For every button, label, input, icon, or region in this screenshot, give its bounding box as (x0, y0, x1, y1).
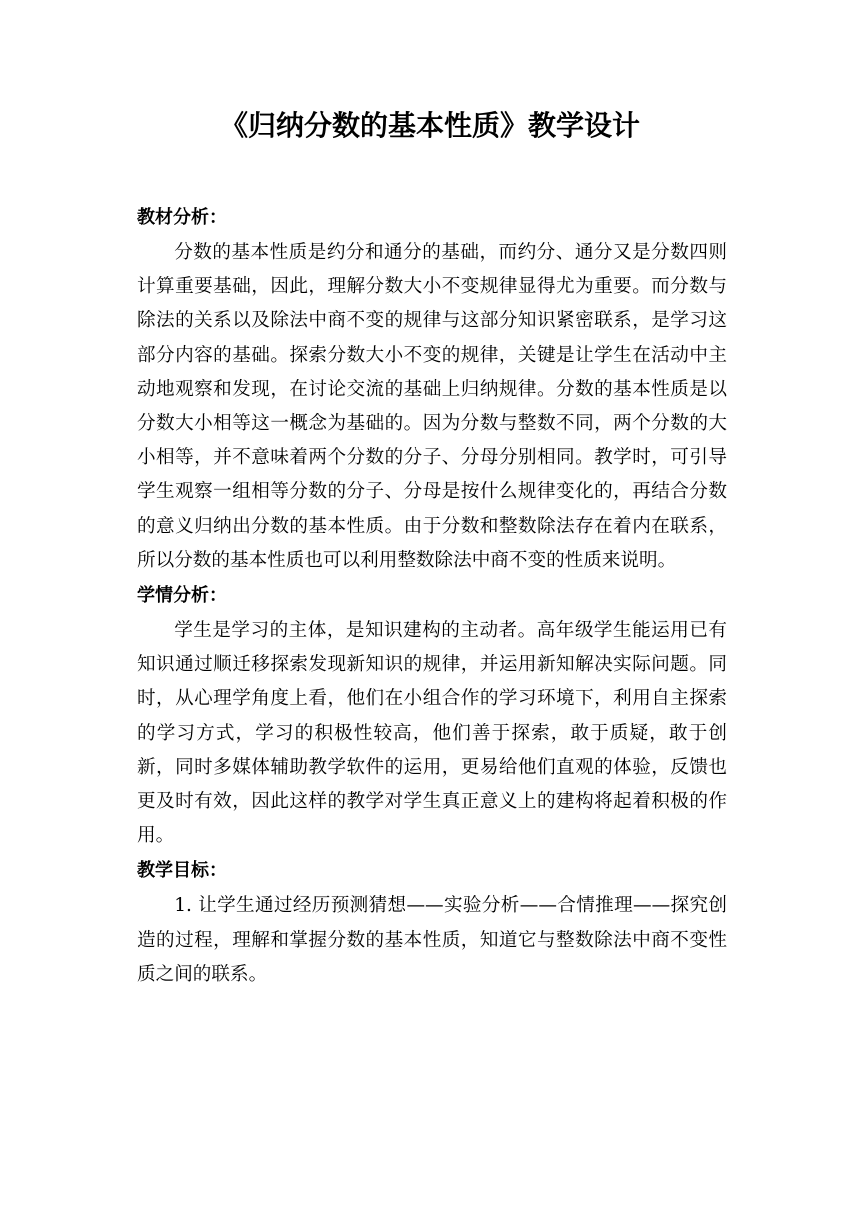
section-textbook-analysis (137, 200, 727, 578)
section-heading: 学情分析： (137, 585, 227, 607)
document-body (137, 200, 727, 992)
section-heading: 教学目标： (137, 860, 227, 882)
goal-item: 1. 让学生通过经历预测猜想——实验分析——合情推理——探究创造的过程，理解和掌握分数的基本性质，知道它与整数除法中商不变性质之间的联系。 (137, 895, 727, 985)
section-heading: 教材分析： (137, 207, 227, 228)
document-title: 《归纳分数的基本性质》教学设计 (219, 109, 640, 142)
section-paragraph: 分数的基本性质是约分和通分的基础，而约分、通分又是分数四则计算重要基础，因此，理解分数大小不变规律显得尤为重要。而分数与除法的关系以及除法中商不变的规律与这部分知识紧密联系，是学习这部分内容的基础。探索分数大小不变的规律，关键是让学生在活动中主动地观察和发现，在讨论交流的基础上归纳规律。分数的基本性质是以分数大小相等这一概念为基础的。因为分数与整数不同，两个分数的大小相等，并不意味着两个分数的分子、分母分别相同。教学时，可引导学生观察一组相等分数的分子、分母是按什么规律变化的，再结合分数的意义归纳出分数的基本性质。由于分数和整数除法存在着内在联系，所以分数的基本性质也可以利用整数除法中商不变的性质来说明。 (137, 242, 727, 571)
section-student-analysis (137, 578, 727, 853)
section-teaching-goals (137, 853, 727, 992)
section-paragraph: 学生是学习的主体，是知识建构的主动者。高年级学生能运用已有知识通过顺迁移探索发现新知识的规律，并运用新知解决实际问题。同时，从心理学角度上看，他们在小组合作的学习环境下，利用自主探索的学习方式，学习的积极性较高，他们善于探索，敢于质疑，敢于创新，同时多媒体辅助教学软件的运用，更易给他们直观的体验，反馈也更及时有效，因此这样的教学对学生真正意义上的建构将起着积极的作用。 (137, 620, 727, 847)
